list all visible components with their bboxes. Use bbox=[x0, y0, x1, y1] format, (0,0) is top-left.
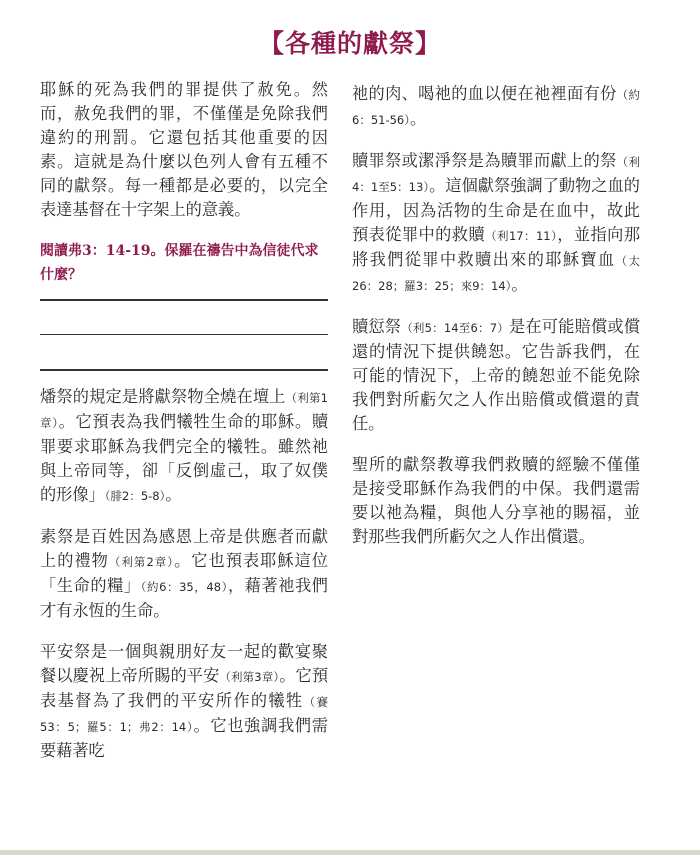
peace-offering-paragraph bbox=[40, 640, 328, 763]
answer-line[interactable] bbox=[40, 299, 328, 301]
study-question: 閱讀弗3：14-19。保羅在禱告中為信徒代求什麼？ bbox=[40, 243, 319, 283]
guilt-offering-paragraph bbox=[352, 315, 640, 436]
scripture-reference: （利4：1至5：13） bbox=[352, 155, 641, 194]
continued-paragraph bbox=[352, 82, 640, 132]
paragraph-text: 素祭是百姓因為感恩上帝是供應者而獻上的禮物 bbox=[40, 526, 328, 570]
scripture-reference: （約6：35，48） bbox=[140, 579, 228, 594]
conclusion-paragraph: 聖所的獻祭教導我們救贖的經驗不僅僅是接受耶穌作為我們的中保。我們還需要以祂為糧，與他人分享祂的賜福，並對那些我們所虧欠之人作出償還。 bbox=[352, 455, 640, 546]
paragraph-text: 贖罪祭或潔淨祭是為贖罪而獻上的祭 bbox=[352, 151, 617, 170]
scripture-reference: （利第1章） bbox=[40, 390, 329, 430]
grain-offering-paragraph bbox=[40, 525, 328, 623]
paragraph-text: 。 bbox=[165, 484, 182, 504]
scripture-reference: （利第2章） bbox=[108, 554, 175, 569]
sin-offering-paragraph bbox=[352, 149, 640, 298]
paragraph-text: 。它也強調我們需要藉著吃 bbox=[40, 715, 328, 760]
answer-line[interactable] bbox=[40, 369, 328, 371]
left-column bbox=[40, 78, 328, 780]
page-bottom-bar bbox=[0, 850, 700, 855]
paragraph-text: 祂的肉、喝祂的血以便在祂裡面有份 bbox=[352, 84, 617, 103]
page-title: 【各種的獻祭】 bbox=[258, 29, 441, 58]
scripture-reference: （約6：51-56） bbox=[352, 88, 641, 127]
paragraph-text: 平安祭是一個與親朋好友一起的歡宴聚餐以慶祝上帝所賜的平安 bbox=[40, 641, 328, 685]
scripture-reference: （利17：11） bbox=[485, 229, 558, 243]
burnt-offering-paragraph bbox=[40, 385, 328, 508]
paragraph-text: 。這個獻祭強調了動物之血的作用，因為活物的生命是在血中，故此預表從罪中的救贖 bbox=[352, 176, 640, 244]
scripture-reference: （利5：14至6：7） bbox=[401, 321, 509, 335]
paragraph-text: 贖愆祭 bbox=[352, 317, 402, 336]
scripture-reference: （腓2：5-8） bbox=[104, 488, 166, 503]
answer-line[interactable] bbox=[40, 334, 328, 336]
paragraph-text: 是在可能賠償或償還的情況下提供饒恕。它告訴我們，在可能的情況下，上帝的饒恕並不能免除我們對所虧欠之人作出賠償或償還的責任。 bbox=[352, 317, 641, 433]
right-column bbox=[352, 82, 640, 566]
paragraph-text: 。它預表為我們犧牲生命的耶穌。贖罪要求耶穌為我們完全的犧牲。雖然祂與上帝同等，卻「反倒虛己，取了奴僕的形像」 bbox=[40, 411, 329, 504]
intro-paragraph: 耶穌的死為我們的罪提供了赦免。然而，赦免我們的罪，不僅僅是免除我們違約的刑罰。它還包括其他重要的因素。這就是為什麼以色列人會有五種不同的獻祭。每一種都是必要的，以完全表達基督在十字架上的意義。 bbox=[40, 80, 328, 219]
scripture-reference: （賽53：5；羅5：1；弗2：14） bbox=[40, 694, 329, 734]
paragraph-text: 。 bbox=[511, 275, 528, 294]
paragraph-text: ，並指向那將我們從罪中救贖出來的耶穌寶血 bbox=[352, 225, 641, 269]
paragraph-text: 。它預表基督為了我們的平安所作的犧牲 bbox=[40, 665, 329, 710]
paragraph-text: 。它也預表耶穌這位「生命的糧」 bbox=[40, 550, 328, 595]
paragraph-text: 燔祭的規定是將獻祭物全燒在壇上 bbox=[40, 386, 286, 406]
scripture-reference: （利第3章） bbox=[219, 669, 280, 684]
scripture-reference: （太26：28；羅3：25；來9：14） bbox=[352, 254, 641, 293]
paragraph-text: ，藉著祂我們才有永恆的生命。 bbox=[40, 575, 328, 620]
paragraph-text: 。 bbox=[409, 109, 427, 128]
